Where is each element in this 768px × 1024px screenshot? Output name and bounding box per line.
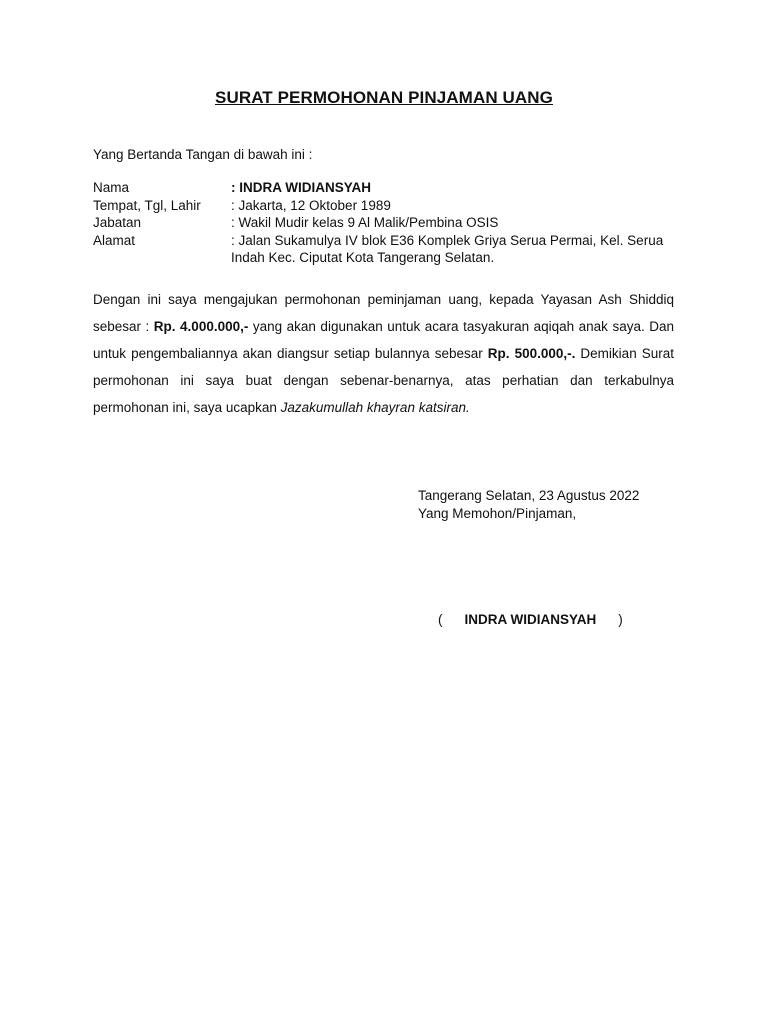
signer-role: Yang Memohon/Pinjaman, [418,506,577,521]
field-row-birth [93,197,693,215]
field-row-position [93,214,693,232]
body-part-1: Dengan ini saya mengajukan permohonan peminjaman uang, kepada Yayasan Ash Shiddiq sebesar : [93,292,674,334]
field-value-position: : Wakil Mudir kelas 9 Al Malik/Pembina OSIS [231,215,499,230]
field-label-position: Jabatan [93,215,142,230]
address-line-1: : Jalan Sukamulya IV blok E36 Komplek Griya Serua Permai, Kel. Serua [231,232,664,248]
body-part-2: yang akan digunakan untuk acara tasyakuran aqiqah anak saya. Dan untuk pengembaliannya akan diangsur setiap bulannya sebesar [93,319,674,361]
field-label-name: Nama [93,180,130,195]
field-value-address [231,232,693,267]
field-label-address: Alamat [93,232,136,248]
installment-amount: Rp. 500.000,-. [487,346,576,361]
field-value-birth: : Jakarta, 12 Oktober 1989 [231,197,391,213]
place-date: Tangerang Selatan, 23 Agustus 2022 [418,488,640,503]
field-value-name: : INDRA WIDIANSYAH [231,180,372,195]
field-label-birth: Tempat, Tgl, Lahir [93,197,201,213]
identity-table [93,179,693,267]
close-paren: ) [618,612,623,627]
field-row-address [93,232,693,267]
signer-name-line [438,612,623,627]
closing-phrase: Jazakumullah khayran katsiran. [280,400,470,415]
open-paren: ( [438,612,443,627]
field-row-name [93,179,693,197]
intro-line: Yang Bertanda Tangan di bawah ini : [93,147,313,162]
body-part-3: Demikian Surat permohonan ini saya buat dengan sebenar-benarnya, atas perhatian dan terkabulnya permohonan ini, saya ucapkan [93,346,675,415]
body-paragraph [93,286,674,421]
signer-name: INDRA WIDIANSYAH [464,612,597,627]
signature-block [418,487,639,523]
letter-title: SURAT PERMOHONAN PINJAMAN UANG [215,88,553,107]
loan-amount: Rp. 4.000.000,- [153,319,249,334]
address-line-2: Indah Kec. Ciputat Kota Tangerang Selatan. [231,250,495,265]
